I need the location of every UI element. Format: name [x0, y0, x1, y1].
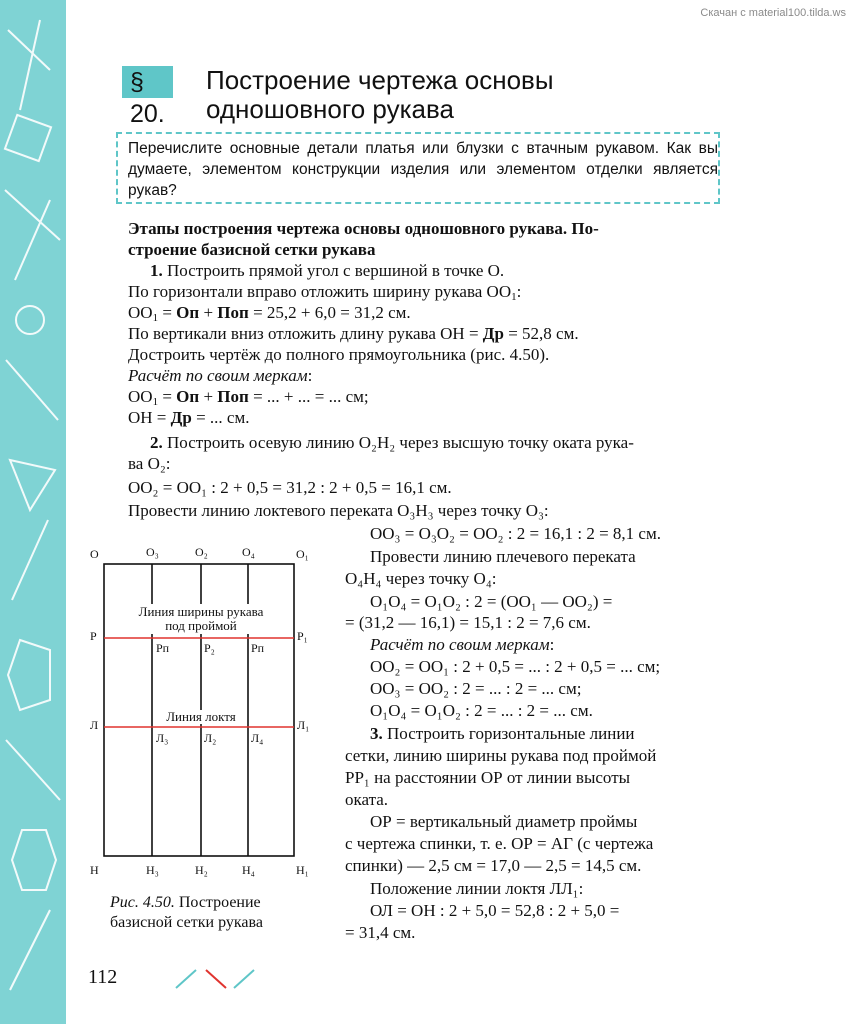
- step-2-formula-3a: О₁О₄ = О₁О₂ : 2 = (ОО₁ — ОО₂) =: [370, 592, 613, 611]
- label-p1: Р₁: [297, 629, 308, 643]
- f1-sub: 1: [152, 312, 159, 324]
- step-1-text-1: Построить прямой угол с вершиной в точке О.: [167, 261, 505, 280]
- step-1-text-2-end: :: [516, 282, 522, 301]
- f2-eq: =: [158, 387, 177, 406]
- question-box: Перечислите основные детали платья или блузки с втачным рукавом. Как вы думаете, элементом конструкции изделия или элементом отделки является рукав?: [116, 132, 720, 204]
- title-line-1: Построение чертежа основы: [206, 65, 554, 95]
- step-1-calc-label: [128, 365, 312, 386]
- calc-label-2: Расчёт по своим меркам: [370, 635, 550, 654]
- step-2-formula-1: ОО₂ = ОО₁ : 2 + 0,5 = 31,2 : 2 + 0,5 = 16,1 см.: [128, 478, 452, 497]
- step-1-text-2: По горизонтали вправо отложить ширину рукава ОО: [128, 282, 512, 301]
- sleeve-grid-figure: [82, 538, 328, 884]
- step-2-line-3: Провести линию локтевого переката О₃Н₃ через точку О₃:: [128, 501, 549, 520]
- f3-a: ОН =: [128, 408, 171, 427]
- step-2-formula-6: О₁О₄ = О₁О₂ : 2 = ... : 2 = ... см.: [370, 701, 593, 720]
- caption-text-1: Построение: [174, 894, 261, 911]
- elbow-line-label: Линия локтя: [166, 709, 236, 724]
- step-2-line-2: ва О₂:: [128, 454, 171, 473]
- f1-oo: ОО: [128, 303, 153, 322]
- f2-oo: ОО: [128, 387, 153, 406]
- f2-op: Оп: [176, 387, 200, 406]
- step-1-formula-2: [128, 386, 369, 407]
- step-2-line-1: [150, 432, 634, 453]
- step-2-line-5: О₄Н₄ через точку О₄:: [345, 569, 497, 588]
- f3-dr: Др: [170, 408, 192, 427]
- step-2-calc-label: [370, 634, 554, 655]
- step-3-para-3: спинки) — 2,5 см = 17,0 — 2,5 = 14,5 см.: [345, 856, 642, 875]
- watermark: Скачан с material100.tilda.ws: [700, 7, 846, 19]
- footer-decoration: [172, 966, 262, 990]
- label-p: Р: [90, 629, 97, 643]
- f2-plus: +: [199, 387, 218, 406]
- f2-pop: Поп: [217, 387, 249, 406]
- step-1-text-2-sub: 1: [511, 291, 517, 303]
- step-1-line-3: [128, 323, 579, 344]
- label-o2: О₂: [195, 545, 208, 559]
- width-line-label-1: Линия ширины рукава: [138, 604, 264, 619]
- f1-rest: = 25,2 + 6,0 = 31,2 см.: [248, 303, 411, 322]
- label-l4: Л₄: [251, 731, 264, 745]
- label-l2: Л₂: [204, 731, 217, 745]
- title-line-2: одношовного рукава: [206, 94, 454, 124]
- step-3-number: 3.: [370, 724, 383, 743]
- caption-label: Рис. 4.50.: [110, 894, 175, 911]
- label-h2: Н₂: [195, 863, 208, 877]
- step-3-para-1: ОР = вертикальный диаметр проймы: [370, 812, 638, 831]
- label-o1: О₁: [296, 547, 309, 561]
- label-pp-right: Рп: [251, 641, 265, 655]
- step-2-formula-5: ОО₃ = ОО₂ : 2 = ... : 2 = ... см;: [370, 679, 582, 698]
- step-2-line-4: Провести линию плечевого переката: [370, 547, 636, 566]
- f1-op: Оп: [176, 303, 200, 322]
- decorative-sidebar: [0, 0, 66, 1024]
- f1-plus: +: [199, 303, 218, 322]
- label-o3: О₃: [146, 545, 159, 559]
- label-p2: Р₂: [204, 641, 215, 655]
- calc-label-1: Расчёт по своим меркам: [128, 366, 308, 385]
- f3-b: = ... см.: [191, 408, 250, 427]
- step-2-number: 2.: [150, 433, 163, 452]
- step-1-line-1: [150, 260, 504, 281]
- step-3-text-1: Построить горизонтальные линии: [387, 724, 635, 743]
- step-1-formula-1: [128, 302, 411, 323]
- step-3-line-4: оката.: [345, 790, 389, 809]
- step-3-line-2: сетки, линию ширины рукава под проймой: [345, 746, 657, 765]
- label-h3: Н₃: [146, 863, 159, 877]
- step-3-para-4: Положение линии локтя ЛЛ₁:: [370, 879, 584, 898]
- step-1-line-4: Достроить чертёж до полного прямоугольника (рис. 4.50).: [128, 345, 550, 364]
- step-2-formula-3b: = (31,2 — 16,1) = 15,1 : 2 = 7,6 см.: [345, 613, 591, 632]
- label-h: Н: [90, 863, 99, 877]
- stages-heading-line-2: строение базисной сетки рукава: [128, 240, 376, 259]
- step-3-line-1: [370, 723, 635, 744]
- f1-eq: =: [158, 303, 177, 322]
- page-number: 112: [88, 966, 118, 988]
- label-pp-left: Рп: [156, 641, 170, 655]
- step-3-line-3: РР₁ на расстоянии ОР от линии высоты: [345, 768, 631, 787]
- calc-colon-2: :: [549, 635, 555, 654]
- f2-sub: 1: [152, 396, 159, 408]
- width-line-label-2: под проймой: [165, 618, 237, 633]
- label-l: Л: [90, 718, 99, 732]
- f2-rest: = ... + ... = ... см;: [248, 387, 369, 406]
- step-2-text-1: Построить осевую линию О₂Н₂ через высшую точку оката рука-: [167, 433, 634, 452]
- step-1-dr: Др: [482, 324, 504, 343]
- step-1-formula-3: [128, 407, 249, 428]
- step-1-number: 1.: [150, 261, 163, 280]
- figure-caption: [110, 893, 320, 933]
- section-title: [206, 66, 666, 124]
- stages-heading-line-1: Этапы построения чертежа основы одношовного рукава. По-: [128, 219, 599, 238]
- step-1-line-2: [128, 281, 521, 302]
- label-h1: Н₁: [296, 863, 309, 877]
- section-number: § 20.: [122, 66, 173, 98]
- step-1-text-3: По вертикали вниз отложить длину рукава ОН =: [128, 324, 483, 343]
- step-2-formula-4: ОО₂ = ОО₁ : 2 + 0,5 = ... : 2 + 0,5 = ... см;: [370, 657, 661, 676]
- step-3-para-6: = 31,4 см.: [345, 923, 416, 942]
- step-2-formula-2: ОО₃ = О₃О₂ = ОО₂ : 2 = 16,1 : 2 = 8,1 см.: [370, 524, 661, 543]
- label-l3: Л₃: [156, 731, 169, 745]
- label-l1: Л₁: [297, 718, 310, 732]
- step-3-para-2: с чертежа спинки, т. е. ОР = АГ (с чертежа: [345, 834, 654, 853]
- caption-text-2: базисной сетки рукава: [110, 914, 263, 931]
- label-o: О: [90, 547, 99, 561]
- f1-pop: Поп: [217, 303, 249, 322]
- label-o4: О₄: [242, 545, 255, 559]
- step-3-para-5: ОЛ = ОН : 2 + 5,0 = 52,8 : 2 + 5,0 =: [370, 901, 620, 920]
- calc-colon-1: :: [307, 366, 313, 385]
- label-h4: Н₄: [242, 863, 255, 877]
- step-1-text-3-end: = 52,8 см.: [503, 324, 579, 343]
